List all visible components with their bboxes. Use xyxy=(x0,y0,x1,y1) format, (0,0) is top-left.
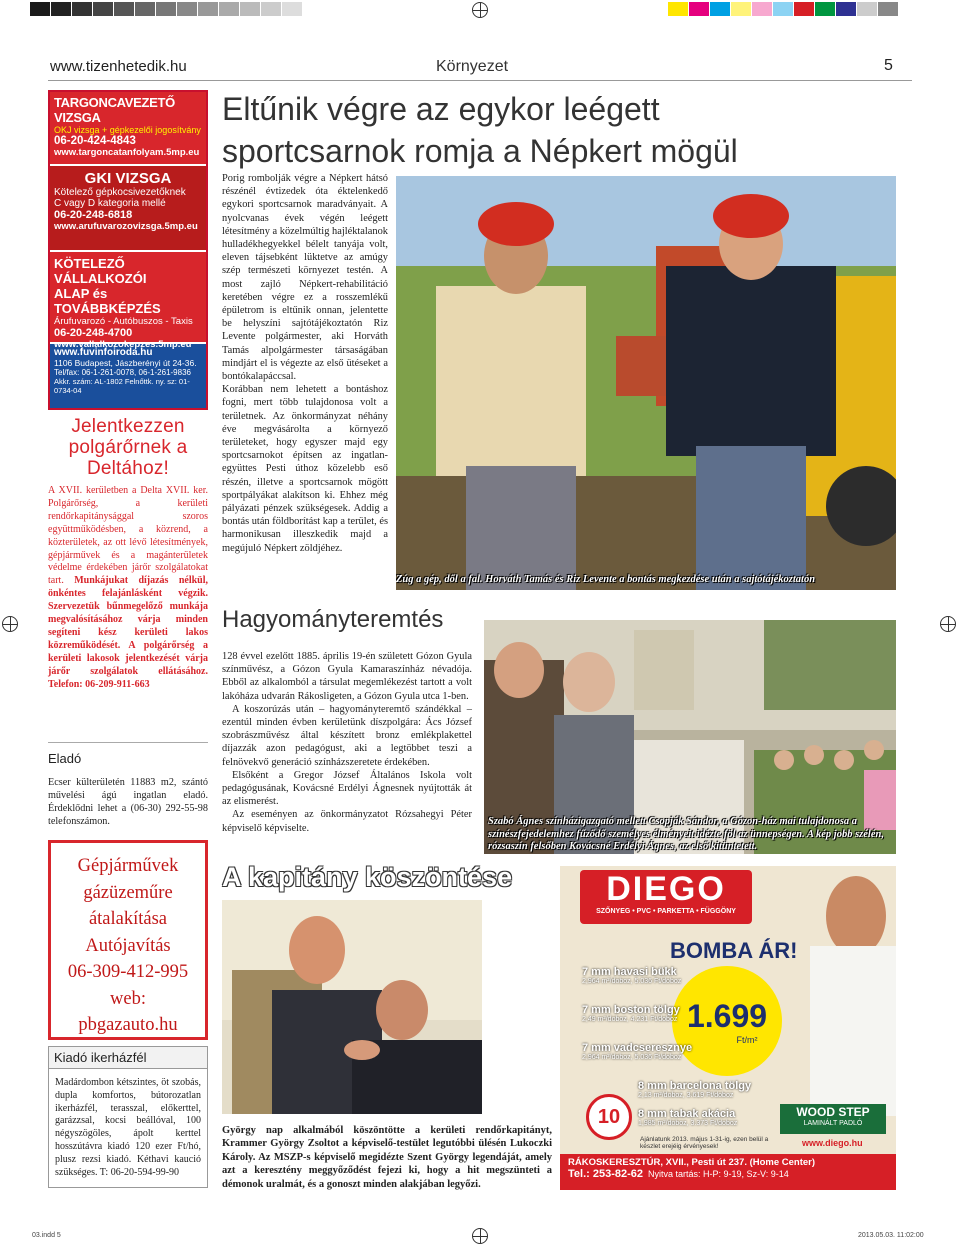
price-badge: 1.699 Ft/m² xyxy=(672,966,782,1076)
ceremony-photo-caption: Szabó Ágnes színházigazgató mellett Csopják Sándor, a Gózon-ház mai tulajdonosa a színészfejedelemhez fűződő személyes élményeit idézte föl az ünnepségen. A kép jobb szélén, rózsaszín felsőben Kovácsné Erdélyi Ágnes, az első kitüntetett. xyxy=(488,816,884,852)
handshake-photo xyxy=(222,900,482,1114)
ad-title: TARGONCAVEZETŐ VIZSGA xyxy=(54,95,175,125)
handshake-scene-image xyxy=(222,900,482,1114)
bomba-label: BOMBA ÁR! xyxy=(670,938,798,963)
date-slug: 2013.05.03. 11:02:00 xyxy=(858,1232,924,1239)
exam-ad: TARGONCAVEZETŐ VIZSGA OKJ vizsga + gépkezelői jogosítvány 06-20-424-4843 www.targoncatanfolyam.5mp.eu GKI VIZSGA Kötelező gépkocsivezetőknek C vagy D kategoria mellé 06-20-248-6818 www.arufuvarozovizsga.5mp.eu KÖTELEZŐ VÁLLALKOZÓI ALAP és TOVÁBBKÉPZÉS Árufuvarozó - Autóbuszos - Taxis 06-20-248-4700 www.vallalkozokepzes.5mp.eu www.fuvinfoiroda.hu 1106 Budapest, Jászberényi út 24-36. Tel/fax: 06-1-261-0078, 06-1-261-9836 Akkr. szám: AL-1802 Felnőttk. ny. sz: 01-0734-04 xyxy=(48,90,208,410)
diego-web[interactable]: www.diego.hu xyxy=(802,1138,863,1148)
elado-title: Eladó xyxy=(48,751,82,766)
diego-product-list xyxy=(582,966,712,1080)
registration-mark-icon xyxy=(472,1228,488,1244)
demolition-photo-caption: Zúg a gép, dől a fal. Horváth Tamás és Riz Levente a bontás megkezdése után a sajtótájékoztatón xyxy=(396,574,816,585)
hagyomany-text: 128 évvel ezelőtt 1885. április 19-én született Gózon Gyula színművész, a Gózon Gyula Kamaraszínház névadója. Ebből az alkalomból a társulat megemlékezést tartott a volt lakóháza udvarán Rákosligeten, a Gózon Gyula utca 1-ben. A koszorúzás után – hagyományteremtő szándékkal – ezentúl minden évben kerületünk díszpolgára: Ács József szobrászművész által készített bronz emlékplakettel díjazzák azon pedagógust, aki a legtöbbet teszi a felnövekvő generáció színházszeretete érdekében. Elsőként a Gregor József Általános Iskola volt pedagógusának, Kovácsné Erdélyi Ágnesnek nyújtották át az elismerést. Az eseményen az önkormányzatot Rózsahegyi Péter képviselő képviselte. xyxy=(222,651,472,834)
product-item: 8 mm tabak akácia 1,985 m²/doboz, 3.373 Ft/doboz xyxy=(638,1108,738,1127)
color-bar xyxy=(30,2,303,21)
diego-offer-note: Ajánlatunk 2013. május 1-31-ig, ezen belül a készlet erejéig érvényesek! xyxy=(640,1136,769,1150)
polgaror-box xyxy=(48,416,208,692)
file-slug: 03.indd 5 xyxy=(32,1232,61,1239)
header-rule xyxy=(48,80,912,81)
kiado-text: Madárdombon kétszintes, öt szobás, dupla komfortos, bútorozatlan ikerházfél, terasszal, előkerttel, garázzsal, kocsi beállóval, 100 négyszögöles, ápolt kerttel hosszútávra kiadó 120 ezer Ft/hó, plusz rezsi kiadó. Kéthavi kaució szükséges. T: 06-20-594-99-90 xyxy=(55,1077,201,1178)
diego-logo: DIEGO xyxy=(606,870,726,908)
gepjarmu-ad: Gépjárművek gázüzeműre átalakítása Autójavítás 06-309-412-995 web: pbgazauto.hu xyxy=(48,840,208,1040)
page-number: 5 xyxy=(884,57,893,74)
main-article-text: Porig rombolják végre a Népkert hátsó részénél évtizedek óta éktelenkedő egykori sportcsarnok maradványait. A nyolcvanas évek végén leégett létesítmény a közelmúltig hajléktalanok hulladékhegyekkel bélelt tanyája volt, eleven tájsebként lüktetve az amúgy szép természeti környezet testén. A most zajló Népkert-rehabilitáció keretében végre ez a rosszemlékű épületrom is eltűnik onnan, jelentette be helyszíni sajtótájékoztatón Riz Levente polgármester, aki Horváth Tamás alpolgármester társaságában mindjárt el is végezte az első ütéseket a bontókalapáccsal. Korábban nem lehetett a bontáshoz fogni, mert több tulajdonosa volt a területnek. Az önkormányzat néhány éve megvásárolta a környező területeket, hogy egyszer majd egy sportcsarnokot építsen az ingatlan-együttes Pesti úthoz közelebb eső részén, illetve a sportcsarnok mögött sportpályákat alakítson ki. Ehhez még pályázati pénzek szükségesek. Addig a bontás után földborítást kap a terület, és harmonikusan illeszkedik majd a megújuló Népkert zöldjéhez. xyxy=(222,173,388,554)
product-item: 7 mm boston tölgy 2,49 m²/doboz, 4.231 Ft/doboz xyxy=(582,1004,680,1023)
demolition-scene-image xyxy=(396,176,896,590)
ceremony-photo xyxy=(484,620,896,854)
elado-box xyxy=(48,742,208,828)
section-title: Környezet xyxy=(436,58,509,75)
woodstep-logo: WOOD STEP LAMINÁLT PADLÓ xyxy=(780,1104,886,1134)
warranty-badge: 10 xyxy=(586,1094,632,1140)
polgaror-headline: Jelentkezzen polgárőrnek a Deltához! xyxy=(68,416,188,479)
demolition-photo xyxy=(396,176,896,590)
kiado-title: Kiadó ikerházfél xyxy=(49,1047,207,1069)
registration-mark-icon xyxy=(472,2,488,18)
registration-mark-icon xyxy=(940,616,956,632)
hagyomany-headline: Hagyományteremtés xyxy=(222,606,444,633)
elado-text: Ecser külterületén 11883 m2, szántó művelési ágú ingatlan eladó. Érdeklődni lehet a (06-30) 292-55-98 telefonszámon. xyxy=(48,777,208,827)
main-headline: Eltűnik végre az egykor leégett sportcsarnok romja a Népkert mögül xyxy=(222,91,738,169)
product-item: 7 mm havasi bükk 2,964 m²/doboz, 5.036 Ft/doboz xyxy=(582,966,682,985)
color-bar xyxy=(668,2,899,21)
diego-product-list-2 xyxy=(638,1080,768,1136)
kapitany-caption: György nap alkalmából köszöntötte a kerületi rendőrkapitányt, Krammer György Zsoltot a képviselő-testület legutóbbi ülésén Lukoczki Károly. Az MSZP-s képviselő megidézte Szent György legendáját, amely azt a keresztény meggyőződést fejezi ki, hogy a hit megszünteti a démonok uralmát, és a gonoszt minden alakjában legyőzi. xyxy=(222,1125,552,1190)
polgaror-text: A XVII. kerületben a Delta XVII. ker. Polgárőrség, a kerületi rendőrkapitánysággal szoros együttműködésben, a közrend, a közterületek, az ott lévő létesítmények, gépjárművek és a magánterületek védelme érdekében járőr szolgálatokat tart. Munkájukat díjazás nélkül, önkéntes felajánlásként végzik. Szervezetük bűnmegelőző munkája megvalósításához várja minden segíteni kész kerületi lakos közreműködését. A polgárőrség a kerületi lakosok jelentkezését várja járőr szolgálatok ellátásához. Telefon: 06-209-911-663 xyxy=(48,485,208,690)
product-item: 8 mm barcelona tölgy 2,13 m²/doboz, 3.619 Ft/doboz xyxy=(638,1080,752,1099)
diego-footer: RÁKOSKERESZTÚR, XVII., Pesti út 237. (Home Center) Tel.: 253-82-62 Nyitva tartás: H-P: 9-19, Sz-V: 9-14 xyxy=(560,1154,896,1190)
product-item: 7 mm vadcseresznye 2,964 m²/doboz, 5.036 Ft/doboz xyxy=(582,1042,693,1061)
kiado-box xyxy=(48,1046,208,1188)
registration-mark-icon xyxy=(2,616,18,632)
kapitany-headline: A kapitány köszöntése xyxy=(222,862,513,892)
diego-ad xyxy=(560,866,896,1190)
diego-logo-box: DIEGO SZŐNYEG • PVC • PARKETTA • FÜGGÖNY xyxy=(580,870,752,924)
website-url[interactable]: www.tizenhetedik.hu xyxy=(50,58,187,75)
